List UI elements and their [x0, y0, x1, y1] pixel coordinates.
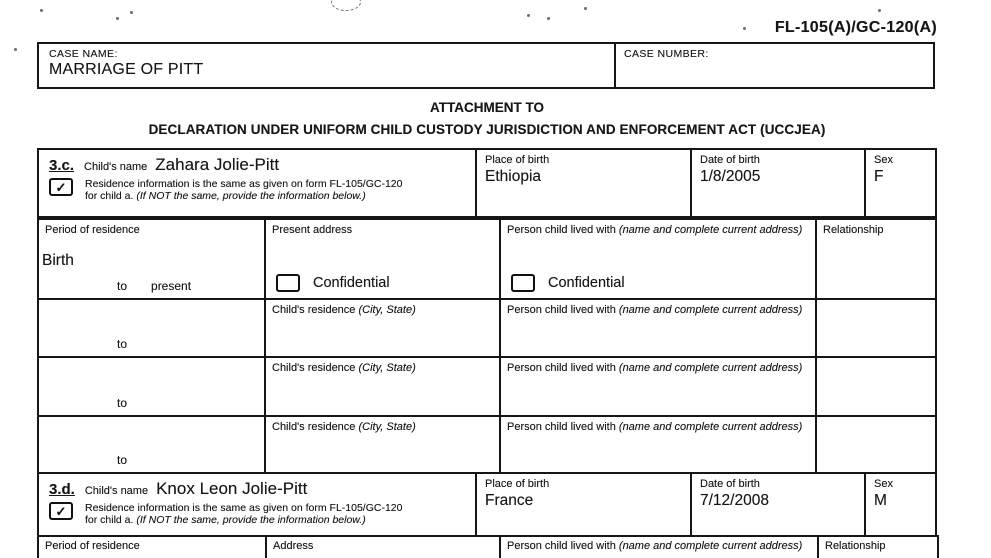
- residence-same-text: Residence information is the same as given on form FL-105/GC-120 for child a. (If NOT the same, provide the information below.): [85, 178, 403, 203]
- present-address-header: Present address: [272, 224, 353, 236]
- residence-row-1: [39, 220, 935, 298]
- period-of-residence-cell[interactable]: [39, 220, 264, 298]
- childs-residence-header: Child's residence (City, State): [272, 362, 416, 374]
- case-name-box: [39, 44, 614, 87]
- residence-row-4: [39, 415, 935, 472]
- person-lived-with-cell[interactable]: [499, 417, 815, 472]
- residence-same-checkbox[interactable]: [49, 178, 73, 196]
- place-of-birth-value: France: [485, 492, 534, 509]
- case-name-label: CASE NAME:: [49, 48, 118, 60]
- relationship-cell[interactable]: [815, 358, 935, 415]
- person-lived-with-header: Person child lived with (name and complete current address): [507, 421, 803, 433]
- residence-same-checkbox[interactable]: [49, 502, 73, 520]
- form-title: [37, 100, 937, 137]
- scan-artifact: [547, 17, 550, 20]
- scan-artifact: [743, 27, 746, 30]
- person-lived-with-cell[interactable]: [499, 358, 815, 415]
- date-of-birth-value: 7/12/2008: [700, 492, 769, 509]
- case-header: [37, 42, 935, 89]
- scan-artifact: [40, 9, 43, 12]
- period-of-residence-header: Period of residence: [45, 224, 140, 236]
- child-section-3c: [37, 148, 937, 218]
- childs-residence-cell[interactable]: [264, 417, 499, 472]
- residence-row-3: [39, 356, 935, 415]
- relationship-cell[interactable]: [815, 417, 935, 472]
- date-of-birth-label: Date of birth: [700, 154, 760, 166]
- date-of-birth-cell: [690, 474, 864, 535]
- date-of-birth-value: 1/8/2005: [700, 168, 761, 185]
- address-header: Address: [265, 537, 499, 558]
- scan-artifact: [130, 11, 133, 14]
- case-name-value: MARRIAGE OF PITT: [49, 61, 204, 78]
- form-number: FL-105(A)/GC-120(A): [774, 19, 937, 36]
- childs-residence-header: Child's residence (City, State): [272, 304, 416, 316]
- scan-artifact: [116, 17, 119, 20]
- relationship-header: Relationship: [823, 224, 884, 236]
- childs-name-label: Child's name: [84, 485, 149, 497]
- childs-name-label: Child's name: [84, 161, 148, 173]
- section-number: 3.c.: [49, 157, 75, 174]
- relationship-cell[interactable]: [815, 300, 935, 356]
- residence-same-text: Residence information is the same as given on form FL-105/GC-120 for child a. (If NOT the same, provide the information below.): [85, 502, 403, 527]
- period-of-residence-cell[interactable]: [39, 417, 264, 472]
- child-name-value: Knox Leon Jolie-Pitt: [156, 479, 308, 498]
- date-of-birth-cell: [690, 150, 864, 216]
- scan-artifact: [527, 14, 530, 17]
- to-present-line: to present: [117, 279, 192, 293]
- period-of-residence-cell[interactable]: [39, 300, 264, 356]
- title-attachment-to: ATTACHMENT TO: [430, 100, 544, 115]
- date-of-birth-label: Date of birth: [700, 478, 760, 490]
- child-section-3d: [37, 472, 937, 537]
- person-lived-with-header: Person child lived with (name and complete current address): [507, 362, 803, 374]
- scan-artifact: [584, 7, 587, 10]
- scan-artifact: [14, 48, 17, 51]
- sex-label: Sex: [874, 154, 893, 166]
- sex-value: M: [874, 492, 887, 509]
- person-lived-with-header: Person child lived with (name and complete current address): [507, 224, 803, 236]
- residence-row-2: [39, 298, 935, 356]
- sex-cell: [864, 474, 935, 535]
- person-confidential-checkbox[interactable]: [511, 274, 535, 292]
- period-start-value: Birth: [42, 252, 74, 269]
- to-label: to: [117, 453, 128, 467]
- place-of-birth-label: Place of birth: [485, 478, 550, 490]
- scan-artifact: [331, 0, 361, 11]
- scan-artifact: [878, 9, 881, 12]
- person-lived-with-cell[interactable]: [499, 300, 815, 356]
- childs-residence-cell[interactable]: [264, 358, 499, 415]
- residence-table: [37, 218, 937, 474]
- place-of-birth-value: Ethiopia: [485, 168, 542, 185]
- confidential-label: Confidential: [313, 275, 390, 291]
- child-name-cell: [39, 150, 475, 216]
- check-icon: ✓: [55, 179, 67, 195]
- address-confidential-checkbox[interactable]: [276, 274, 300, 292]
- child-name-cell: [39, 474, 475, 535]
- case-number-box[interactable]: [614, 44, 933, 87]
- sex-label: Sex: [874, 478, 893, 490]
- residence-table-3d-header: [37, 535, 939, 558]
- person-lived-with-cell[interactable]: [499, 220, 815, 298]
- person-lived-with-header: Person child lived with (name and complete current address): [499, 537, 817, 558]
- relationship-cell[interactable]: [815, 220, 935, 298]
- person-lived-with-header: Person child lived with (name and complete current address): [507, 304, 803, 316]
- sex-cell: [864, 150, 935, 216]
- to-label: to: [117, 337, 128, 351]
- childs-residence-header: Child's residence (City, State): [272, 421, 416, 433]
- place-of-birth-label: Place of birth: [485, 154, 550, 166]
- sex-value: F: [874, 168, 884, 185]
- relationship-header: Relationship: [817, 537, 937, 558]
- present-address-cell[interactable]: [264, 220, 499, 298]
- title-declaration-uccjea: DECLARATION UNDER UNIFORM CHILD CUSTODY JURISDICTION AND ENFORCEMENT ACT (UCCJEA): [148, 122, 826, 137]
- place-of-birth-cell: [475, 150, 690, 216]
- child-name-value: Zahara Jolie-Pitt: [155, 155, 280, 174]
- childs-residence-cell[interactable]: [264, 300, 499, 356]
- place-of-birth-cell: [475, 474, 690, 535]
- case-number-label: CASE NUMBER:: [624, 48, 709, 60]
- check-icon: ✓: [55, 503, 67, 519]
- confidential-label: Confidential: [548, 275, 625, 291]
- period-of-residence-cell[interactable]: [39, 358, 264, 415]
- period-of-residence-header: Period of residence: [45, 540, 140, 552]
- section-number: 3.d.: [49, 481, 75, 498]
- to-label: to: [117, 396, 128, 410]
